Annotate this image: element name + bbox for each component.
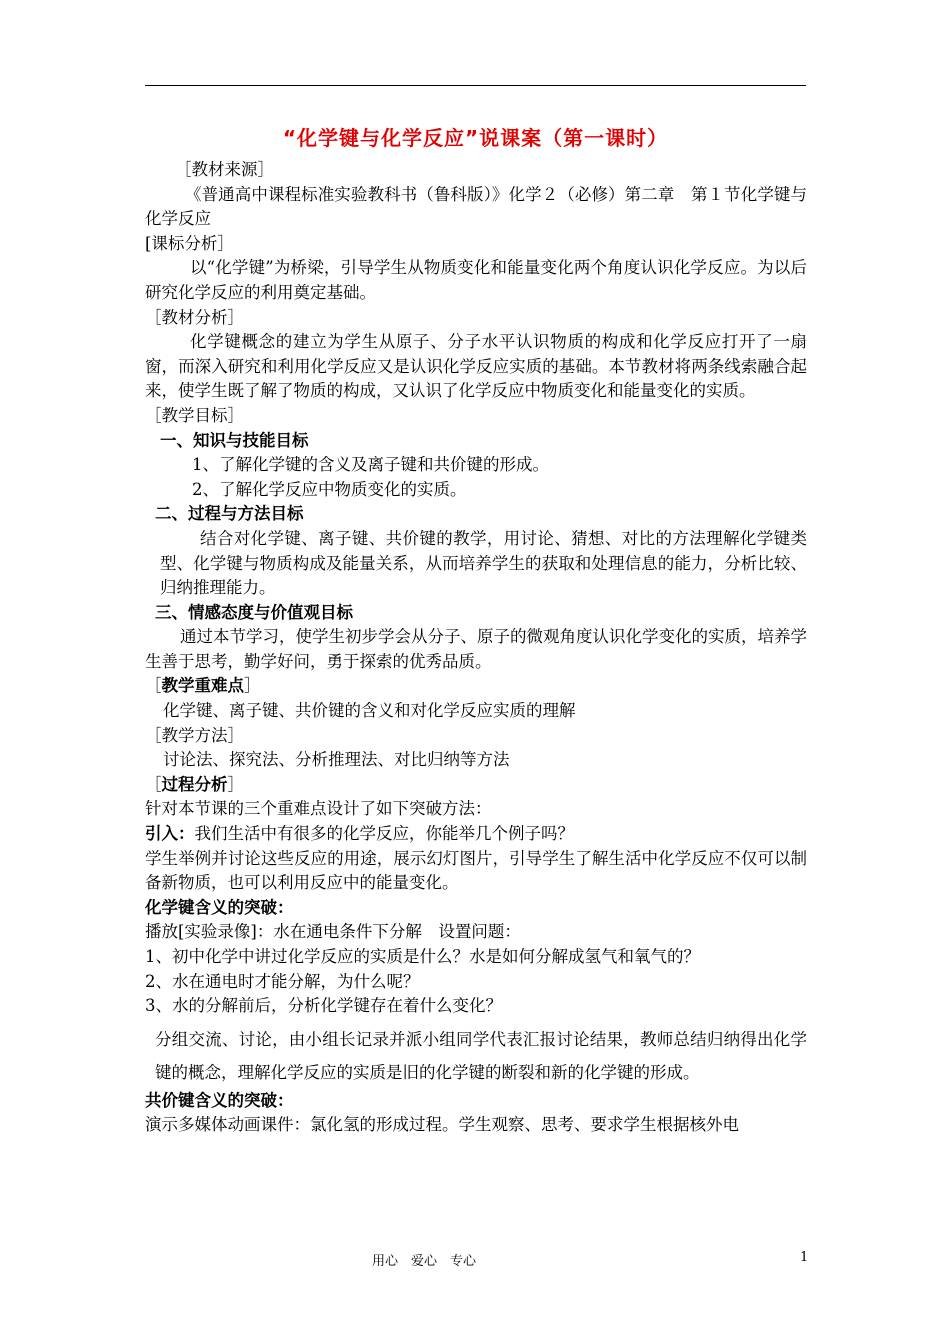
method-text: 讨论法、探究法、分析推理法、对比归纳等方法 [163, 750, 510, 770]
key-heading-close: ］ [244, 676, 261, 696]
goal3-heading: 三、情感态度与价值观目标 [155, 602, 353, 622]
bond-question-2: 2、水在通电时才能分解，为什么呢？ [145, 971, 420, 991]
process-intro: 针对本节课的三个重难点设计了如下突破方法： [145, 799, 492, 819]
intro-text: 我们生活中有很多的化学反应，你能举几个例子吗？ [194, 824, 574, 844]
bond-heading: 化学键含义的突破： [145, 897, 294, 917]
key-heading-open: ［ [145, 676, 162, 696]
goal1-item1: 1、了解化学键的含义及离子键和共价键的形成。 [192, 455, 549, 475]
goal2-text: 结合对化学键、离子键、共价键的教学，用讨论、猜想、对比的方法理解化学键类型、化学键与物质构成及能量关系，从而培养学生的获取和处理信息的能力，分析比较、归纳推理能力。 [160, 528, 807, 598]
textbook-text: 化学键概念的建立为学生从原子、分子水平认识物质的构成和化学反应打开了一扇窗，而深入研究和利用化学反应又是认识化学反应实质的基础。本节教材将两条线索融合起来，使学生既了解了物质的构成，又认识了化学反应中物质变化和能量变化的实质。 [145, 332, 807, 401]
page-number: 1 [800, 1250, 809, 1265]
process-heading-label: 过程分析 [161, 774, 228, 794]
bond-question-3: 3、水的分解前后，分析化学键存在着什么变化？ [145, 996, 502, 1016]
bond-summary: 分组交流、讨论，由小组长记录并派小组同学代表汇报讨论结果，教师总结归纳得出化学键的概念，理解化学反应的实质是旧的化学键的断裂和新的化学键的形成。 [155, 1029, 807, 1082]
goal1-item2: 2、了解化学反应中物质变化的实质。 [192, 479, 467, 499]
footer-motto: 用心 爱心 专心 [372, 1254, 477, 1269]
source-heading: ［教材来源］ [175, 160, 274, 179]
key-heading-label: 教学重难点 [161, 676, 244, 696]
key-text: 化学键、离子键、共价键的含义和对化学反应实质的理解 [163, 701, 576, 721]
intro-detail: 学生举例并讨论这些反应的用途，展示幻灯图片，引导学生了解生活中化学反应不仅可以制备新物质，也可以利用反应中的能量变化。 [145, 848, 807, 893]
standard-heading: [课标分析］ [145, 233, 234, 253]
process-heading-open: ［ [145, 774, 162, 794]
process-heading-close: ］ [227, 774, 244, 794]
textbook-heading: ［教材分析］ [145, 307, 244, 327]
document-title: “化学键与化学反应”说课案（第一课时） [282, 126, 669, 150]
covalent-heading: 共价键含义的突破： [145, 1090, 294, 1110]
document-body [145, 158, 807, 1138]
header-rule [145, 85, 806, 86]
bond-question-1: 1、初中化学中讲过化学反应的实质是什么？水是如何分解成氢气和氧气的？ [145, 947, 700, 966]
goal2-heading: 二、过程与方法目标 [155, 504, 304, 524]
goals-heading: ［教学目标］ [145, 405, 244, 425]
standard-text: 以“化学键”为桥梁，引导学生从物质变化和能量变化两个角度认识化学反应。为以后研究化学反应的利用奠定基础。 [145, 258, 807, 302]
intro-line [145, 822, 807, 847]
intro-label: 引入： [145, 824, 195, 844]
goal3-text: 通过本节学习，使学生初步学会从分子、原子的微观角度认识化学变化的实质，培养学生善于思考，勤学好问，勇于探索的优秀品质。 [145, 627, 807, 671]
key-heading [145, 674, 807, 699]
method-heading: ［教学方法］ [145, 725, 244, 745]
bond-play: 播放[实验录像]：水在通电条件下分解 设置问题： [145, 922, 521, 942]
covalent-text: 演示多媒体动画课件：氯化氢的形成过程。学生观察、思考、要求学生根据核外电 [145, 1115, 739, 1135]
process-heading [145, 773, 807, 798]
goal1-heading: 一、知识与技能目标 [160, 430, 309, 450]
source-text: 《普通高中课程标准实验教科书（鲁科版）》化学２（必修）第二章 第１节化学键与化学反应 [145, 184, 807, 229]
